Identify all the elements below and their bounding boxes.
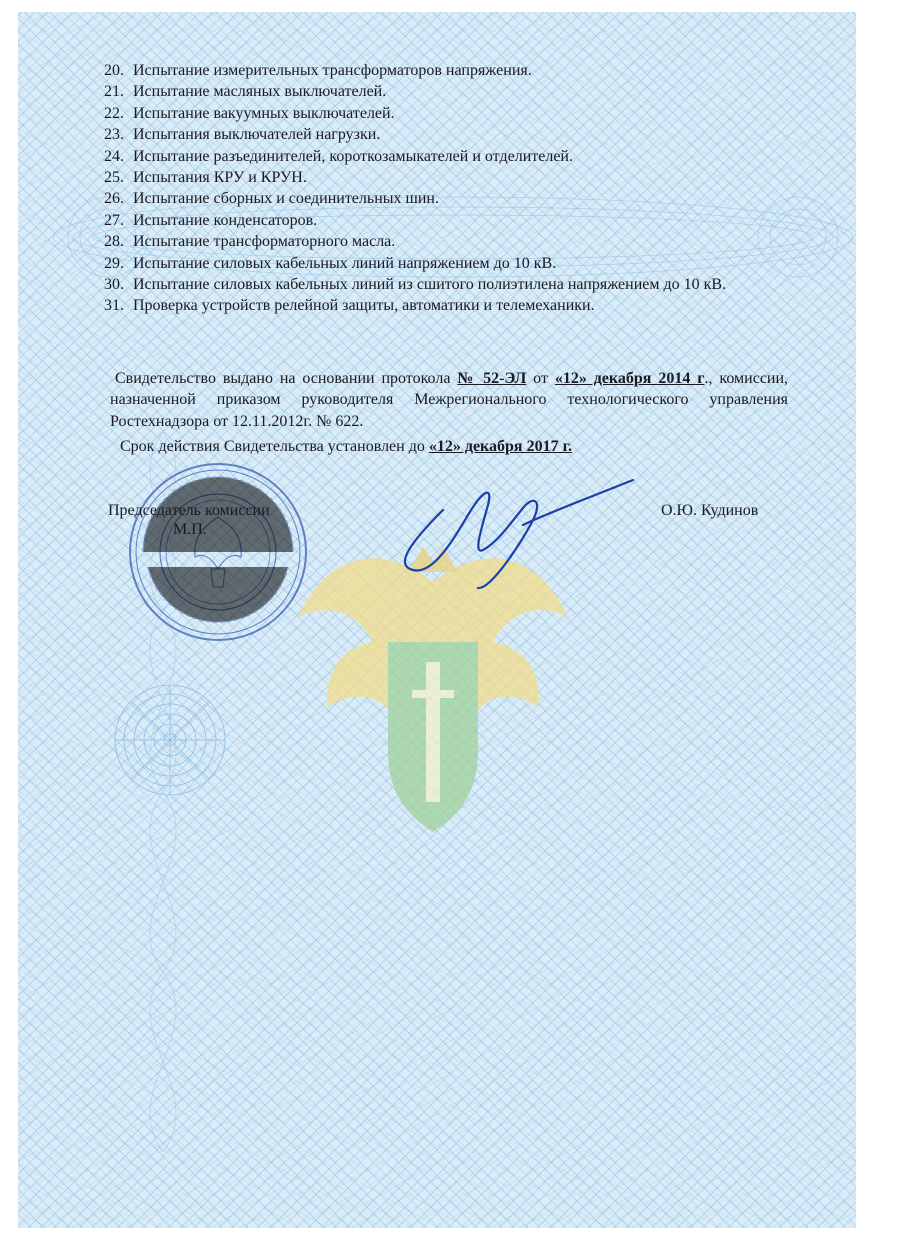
list-item: 28. Испытание трансформаторного масла.: [104, 233, 396, 251]
list-item: 22. Испытание вакуумных выключателей.: [104, 104, 395, 122]
validity-statement: Срок действия Свидетельства установлен до «12» декабря 2017 г.: [120, 438, 573, 455]
seal-label: М.П.: [173, 521, 207, 538]
list-item: 24. Испытание разъединителей, короткозамыкателей и отделителей.: [104, 147, 573, 165]
list-item: 23. Испытания выключателей нагрузки.: [104, 126, 381, 144]
protocol-number: № 52-ЭЛ: [457, 370, 527, 387]
list-item: 21. Испытание масляных выключателей.: [104, 83, 387, 101]
list-item: 20. Испытание измерительных трансформаторов напряжения.: [104, 62, 532, 79]
list-item: 31. Проверка устройств релейной защиты, автоматики и телемеханики.: [104, 297, 595, 315]
chair-label: Председатель комиссии: [108, 502, 270, 519]
list-item: 30. Испытание силовых кабельных линий из сшитого полиэтилена напряжением до 10 кВ.: [104, 276, 727, 294]
test-list: [104, 60, 790, 317]
protocol-date: «12» декабря 2014 г: [554, 370, 705, 387]
list-item: 27. Испытание конденсаторов.: [104, 211, 318, 229]
chair-name: О.Ю. Кудинов: [661, 502, 759, 519]
page-margin: [856, 0, 900, 1238]
validity-date: «12» декабря 2017 г.: [428, 438, 573, 455]
list-item: 25. Испытания КРУ и КРУН.: [104, 169, 307, 187]
issuance-basis-paragraph: Свидетельство выдано на основании протокола № 52-ЭЛ от «12» декабря 2014 г., комиссии, назначенной приказом руководителя Межрегионального технологического управления Ростехнадзора от 12.11.2012г. № 622.: [110, 370, 789, 430]
certificate-page: [18, 12, 856, 1228]
list-item: 26. Испытание сборных и соединительных шин.: [104, 190, 439, 208]
list-item: 29. Испытание силовых кабельных линий напряжением до 10 кВ.: [104, 254, 557, 272]
